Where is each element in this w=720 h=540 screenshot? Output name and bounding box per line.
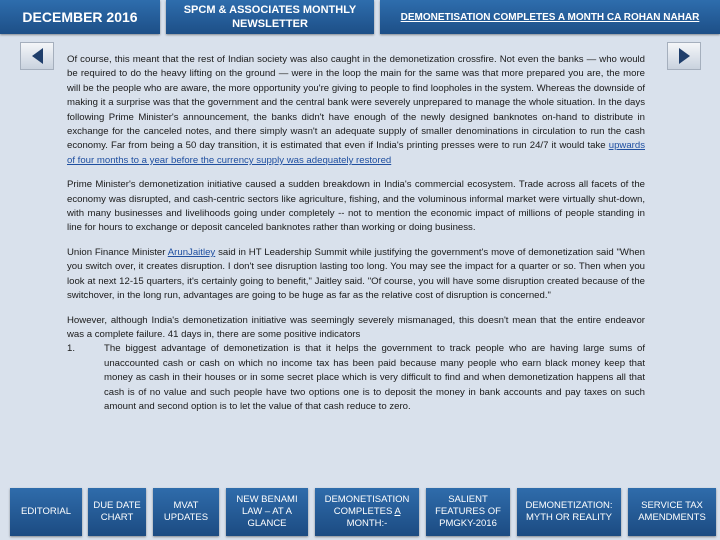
mvat-updates-button[interactable]: MVAT UPDATES — [153, 488, 219, 536]
list-item — [67, 342, 645, 414]
paragraph-3-post: said in HT Leadership Summit while justifying the government's move of demonetization said "When you switch over, it creates disruption. I don't see disruption lasting too long. You may see the impact for a quarter or so. Then when you look at next 12-15 quarters, it's certainly going to benefit," Jaitley said. "Of course, you will have some disruption created because of the switchover, in the long run, advantages are going to be huge as far as the relative cost of disruption is concerned." — [67, 246, 645, 302]
demon-label-post: MONTH:- — [346, 518, 388, 529]
demon-label-link: A — [394, 506, 401, 517]
article-body — [67, 53, 645, 422]
arun-jaitley-link[interactable]: ArunJaitley — [167, 246, 216, 258]
demon-label-pre: DEMONETISATION COMPLETES — [324, 494, 410, 517]
newsletter-title: SPCM & ASSOCIATES MONTHLY NEWSLETTER — [166, 0, 374, 34]
service-tax-button[interactable]: SERVICE TAX AMENDMENTS — [628, 488, 716, 536]
editorial-button[interactable]: EDITORIAL — [10, 488, 82, 536]
demonetisation-button-label — [318, 494, 416, 530]
next-arrow-icon — [679, 48, 690, 64]
list-item-text: The biggest advantage of demonetization is that it helps the government to track people who are having large sums of unaccounted cash or cash on which no income tax has been paid because many people who earn black money keep that money as cash in their houses or in some secret place which is very difficult to find and when demonetization happens all that cash is of no value and such people have two options one is to deposit the money in bank accounts and pay taxes on such amount and second option is to let the value of that cash reduce to zero. — [104, 343, 645, 412]
header-bar — [0, 0, 720, 36]
due-date-chart-button[interactable]: DUE DATE CHART — [88, 488, 146, 536]
prev-arrow-icon — [32, 48, 43, 64]
issue-date: DECEMBER 2016 — [0, 0, 160, 34]
paragraph-3-pre: Union Finance Minister — [67, 246, 168, 258]
previous-page-button[interactable] — [20, 42, 54, 70]
bottom-navigation — [0, 488, 720, 540]
benami-law-button[interactable]: NEW BENAMI LAW – AT A GLANCE — [226, 488, 308, 536]
article-title-link[interactable]: DEMONETISATION COMPLETES A MONTH CA ROHAN NAHAR — [380, 0, 720, 34]
demonetisation-month-button[interactable] — [315, 488, 419, 536]
paragraph-1 — [67, 53, 645, 168]
paragraph-3 — [67, 246, 645, 304]
paragraph-2: Prime Minister's demonetization initiative caused a sudden breakdown in India's commercial ecosystem. Trade across all facets of the economy was disrupted, and cash-centric sectors like agriculture, fishing, and the voluminous informal market were virtually shut-down, with many businesses and livelihoods going under completely -- not to mention the economic impact of millions of people standing in line for hours to exchange or deposit canceled banknotes rather than working or doing business. — [67, 179, 645, 234]
currency-supply-link[interactable]: upwards of four months to a year before the currency supply was adequately restored — [67, 140, 645, 166]
list-number: 1. — [67, 343, 76, 355]
next-page-button[interactable] — [667, 42, 701, 70]
paragraph-1-text: Of course, this meant that the rest of Indian society was also caught in the demonetization crossfire. Not even the banks — who would be required to do the heavy lifting on the ground — were in the loop the main for the same was that more prepared you are, the more will be the people who are aware, the more opportunity you're giving to people to find loopholes in the system. Whereas the downside of making it a surprise was that the government and the central bank were severely unprepared to manage the whole situation. In the days following Prime Minister's announcement, the banks didn't have enough of the newly designed banknotes on-hand to distribute in exchange for the canceled notes, and there simply wasn't an adequate supply of smaller denominations in circulation to run the cash economy. Far from being a 50 day transition, it is estimated that even if India's printing presses were to run 24/7 it would take — [67, 54, 645, 152]
myth-or-reality-button[interactable]: DEMONETIZATION: MYTH OR REALITY — [517, 488, 621, 536]
pmgky-features-button[interactable]: SALIENT FEATURES OF PMGKY-2016 — [426, 488, 510, 536]
paragraph-4: However, although India's demonetization initiative was seemingly severely mismanaged, this doesn't mean that the entire endeavor was a complete failure. 41 days in, there are some positive indicators — [67, 314, 645, 340]
